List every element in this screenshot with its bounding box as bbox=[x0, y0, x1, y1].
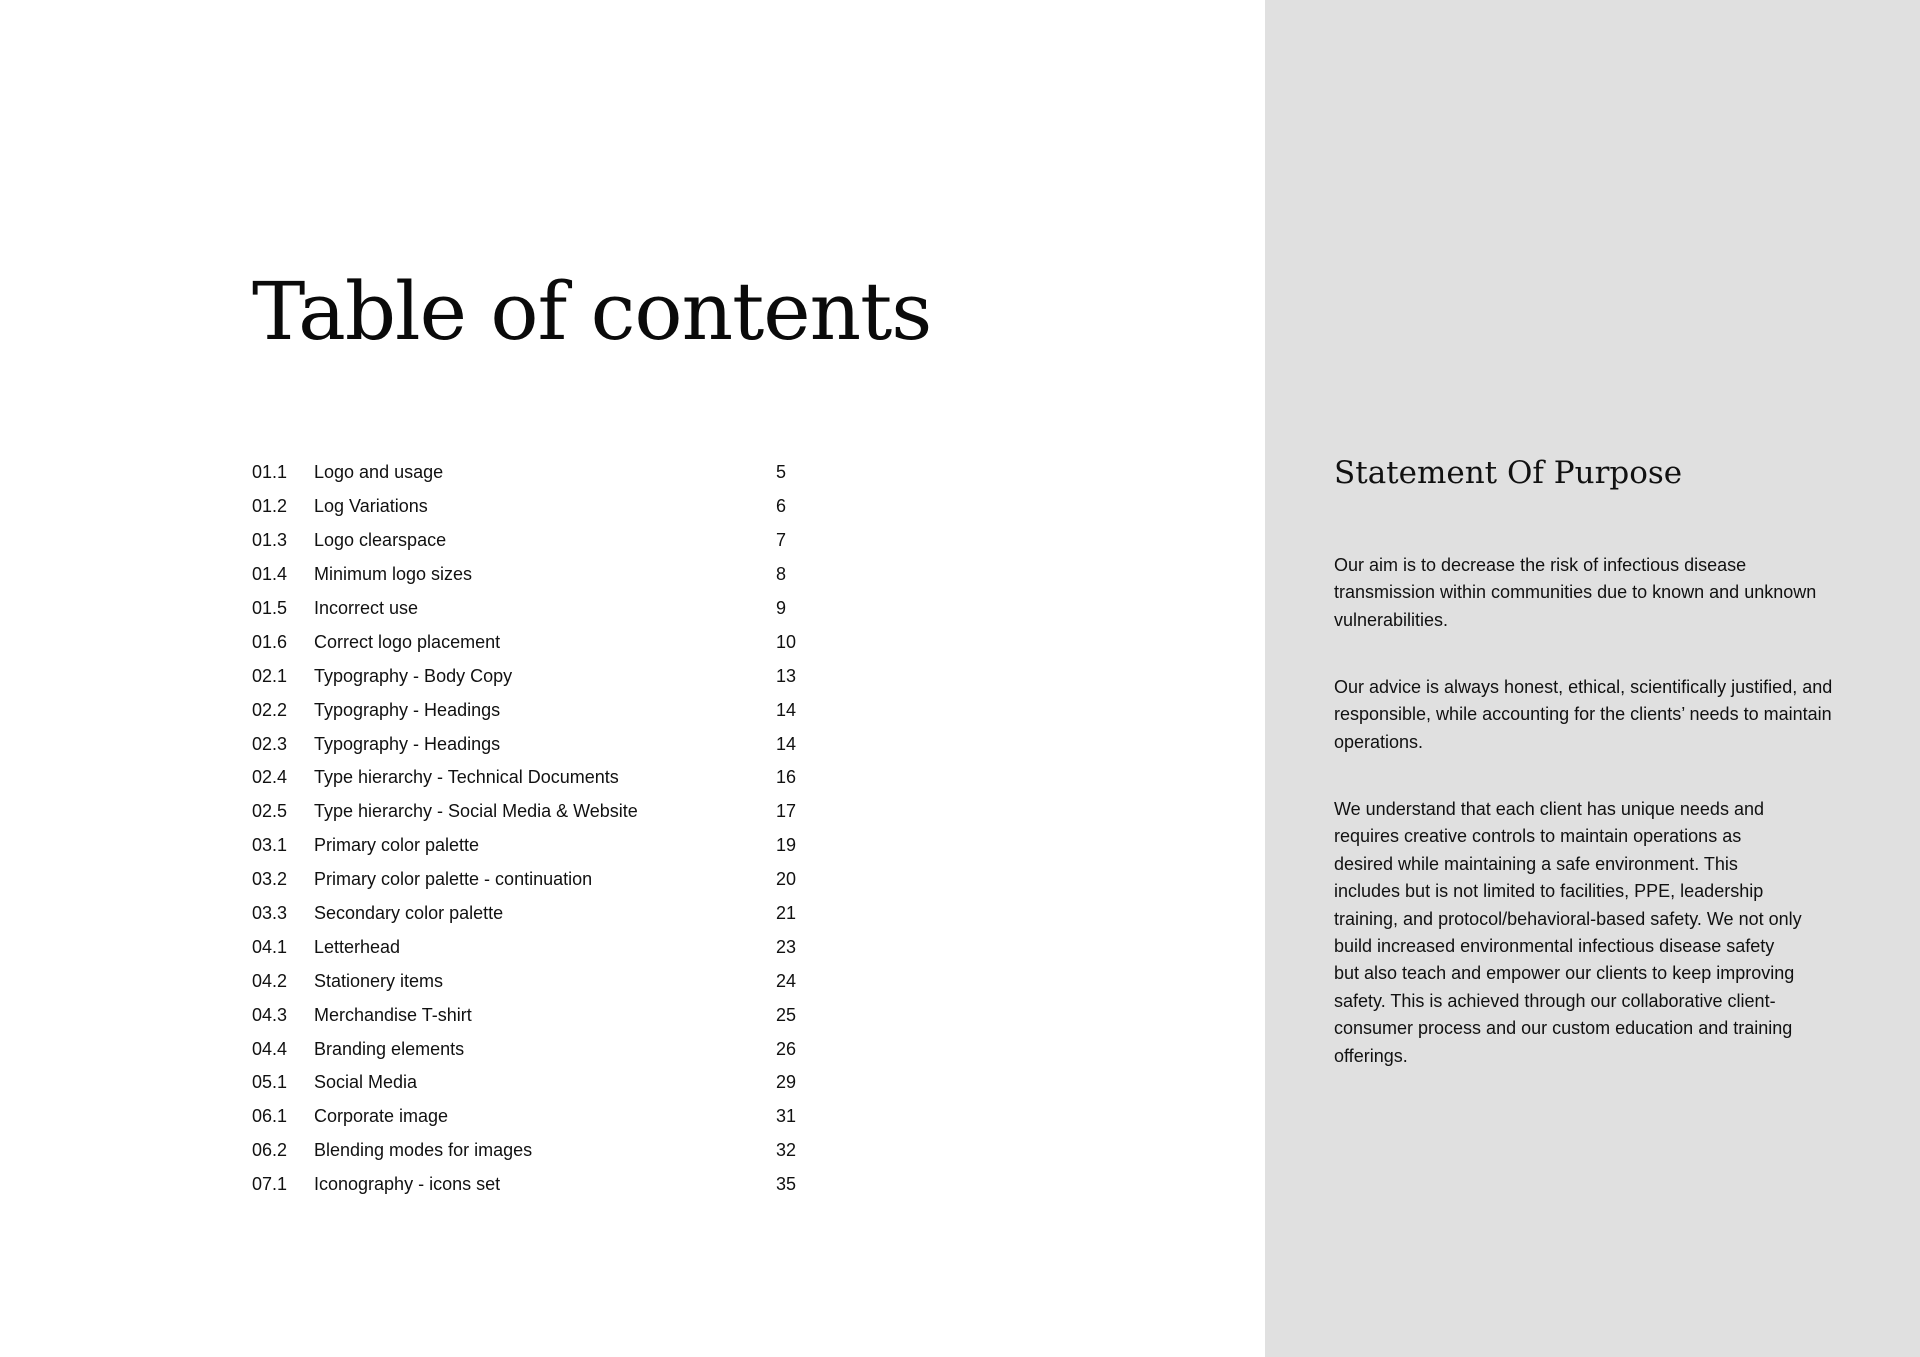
toc-item-number: 01.1 bbox=[252, 462, 288, 483]
toc-item-label: Type hierarchy - Technical Documents bbox=[314, 767, 619, 788]
toc-item-label: Primary color palette bbox=[314, 835, 480, 856]
toc-item[interactable] bbox=[252, 863, 816, 897]
toc-item-number: 07.1 bbox=[252, 1174, 288, 1195]
purpose-paragraph-2: Our advice is always honest, ethical, scientifically justified, and responsible, while accounting for the clients’ needs to maintain operations. bbox=[1334, 677, 1833, 752]
toc-item[interactable] bbox=[252, 1100, 816, 1134]
toc-item-label: Logo and usage bbox=[314, 462, 444, 483]
toc-item-number: 01.5 bbox=[252, 598, 288, 618]
toc-item-number: 04.1 bbox=[252, 936, 288, 957]
toc-item-number: 03.3 bbox=[252, 903, 288, 924]
toc-item-page: 16 bbox=[776, 767, 797, 788]
toc-item-page: 35 bbox=[776, 1174, 797, 1195]
toc-item[interactable] bbox=[252, 1066, 816, 1100]
toc-item-page: 25 bbox=[776, 1004, 797, 1025]
toc-item-number: 01.2 bbox=[252, 496, 288, 517]
toc-item[interactable] bbox=[252, 524, 816, 558]
purpose-paragraph-1: Our aim is to decrease the risk of infectious disease transmission within communities due to known and unknown vulnerabilities. bbox=[1334, 555, 1817, 630]
toc-item[interactable] bbox=[252, 558, 816, 592]
toc-item-number: 02.3 bbox=[252, 733, 288, 754]
toc-item[interactable] bbox=[252, 761, 816, 795]
toc-item-label: Letterhead bbox=[314, 936, 401, 957]
toc-item-number: 04.4 bbox=[252, 1038, 288, 1059]
toc-item-number: 03.2 bbox=[252, 869, 288, 890]
toc-item-number: 03.1 bbox=[252, 835, 288, 856]
toc-item[interactable] bbox=[252, 625, 816, 659]
toc-item-page: 26 bbox=[776, 1038, 797, 1059]
toc-item[interactable] bbox=[252, 897, 816, 931]
toc-item-page: 24 bbox=[776, 970, 797, 991]
toc-item[interactable] bbox=[252, 1168, 816, 1202]
toc-item-page: 32 bbox=[776, 1140, 797, 1161]
toc-item-number: 06.1 bbox=[252, 1106, 288, 1127]
toc-item-number: 04.2 bbox=[252, 970, 288, 991]
toc-item[interactable] bbox=[252, 592, 816, 626]
toc-item-label: Merchandise T-shirt bbox=[314, 1004, 472, 1025]
toc-item-page: 8 bbox=[776, 564, 787, 585]
toc-item-label: Blending modes for images bbox=[314, 1140, 533, 1161]
toc-item[interactable] bbox=[252, 998, 816, 1032]
toc-item-page: 31 bbox=[776, 1106, 797, 1127]
toc-item-number: 05.1 bbox=[252, 1072, 288, 1093]
toc-list bbox=[252, 456, 816, 1202]
toc-item[interactable] bbox=[252, 456, 816, 490]
toc-item-label: Log Variations bbox=[314, 496, 428, 517]
toc-item-page: 13 bbox=[776, 665, 797, 686]
toc-item[interactable] bbox=[252, 659, 816, 693]
toc-item-page: 17 bbox=[776, 801, 797, 822]
toc-item-number: 06.2 bbox=[252, 1140, 288, 1161]
toc-item-page: 29 bbox=[776, 1072, 797, 1093]
toc-item[interactable] bbox=[252, 795, 816, 829]
toc-item-page: 10 bbox=[776, 631, 797, 652]
toc-item-page: 7 bbox=[776, 530, 787, 551]
toc-item[interactable] bbox=[252, 829, 816, 863]
toc-item-page: 5 bbox=[776, 462, 787, 483]
purpose-title: Statement Of Purpose bbox=[1334, 455, 1683, 491]
toc-item[interactable] bbox=[252, 964, 816, 998]
toc-item-page: 23 bbox=[776, 936, 797, 957]
toc-item-label: Type hierarchy - Social Media & Website bbox=[314, 801, 638, 822]
toc-item-number: 02.4 bbox=[252, 767, 288, 788]
toc-item-page: 14 bbox=[776, 733, 797, 754]
toc-item[interactable] bbox=[252, 693, 816, 727]
toc-item-label: Minimum logo sizes bbox=[314, 564, 473, 585]
toc-item-label: Branding elements bbox=[314, 1038, 465, 1059]
toc-item-label: Corporate image bbox=[314, 1106, 449, 1127]
toc-item-label: Primary color palette - continuation bbox=[314, 869, 593, 890]
toc-item[interactable] bbox=[252, 1032, 816, 1066]
toc-item-label: Social Media bbox=[314, 1072, 418, 1093]
purpose-paragraph-3: We understand that each client has unique needs and requires creative controls to maintain operations as desired while maintaining a safe environment. This includes but is not limited to facilities, PPE, leadership training, and protocol/behavioral-based safety. We not only build increased environmental infectious disease safety but also teach and empower our clients to keep improving safety. This is achieved through our collaborative client-consumer process and our custom education and training offerings. bbox=[1334, 799, 1802, 1066]
toc-item-number: 02.2 bbox=[252, 699, 288, 720]
toc-item-label: Correct logo placement bbox=[314, 631, 501, 652]
toc-item-label: Typography - Body Copy bbox=[314, 665, 513, 686]
toc-item-page: 19 bbox=[776, 835, 797, 856]
toc-item[interactable] bbox=[252, 1134, 816, 1168]
toc-item-number: 01.4 bbox=[252, 564, 288, 585]
toc-item-number: 01.3 bbox=[252, 530, 288, 551]
toc-item[interactable] bbox=[252, 490, 816, 524]
toc-item-number: 01.6 bbox=[252, 631, 288, 652]
toc-title: Table of contents bbox=[252, 265, 932, 358]
toc-item-label: Typography - Headings bbox=[314, 699, 501, 720]
toc-item-page: 6 bbox=[776, 496, 787, 517]
toc-item[interactable] bbox=[252, 727, 816, 761]
toc-item-label: Incorrect use bbox=[314, 598, 419, 618]
toc-item[interactable] bbox=[252, 930, 816, 964]
toc-item-page: 9 bbox=[776, 598, 787, 618]
toc-item-label: Typography - Headings bbox=[314, 733, 501, 754]
toc-item-label: Logo clearspace bbox=[314, 530, 447, 551]
toc-item-page: 14 bbox=[776, 699, 797, 720]
toc-item-label: Secondary color palette bbox=[314, 903, 504, 924]
toc-item-number: 02.1 bbox=[252, 665, 288, 686]
toc-item-label: Stationery items bbox=[314, 970, 444, 991]
toc-item-page: 20 bbox=[776, 869, 797, 890]
toc-item-number: 04.3 bbox=[252, 1004, 288, 1025]
toc-item-number: 02.5 bbox=[252, 801, 288, 822]
toc-item-label: Iconography - icons set bbox=[314, 1174, 501, 1195]
toc-item-page: 21 bbox=[776, 903, 797, 924]
